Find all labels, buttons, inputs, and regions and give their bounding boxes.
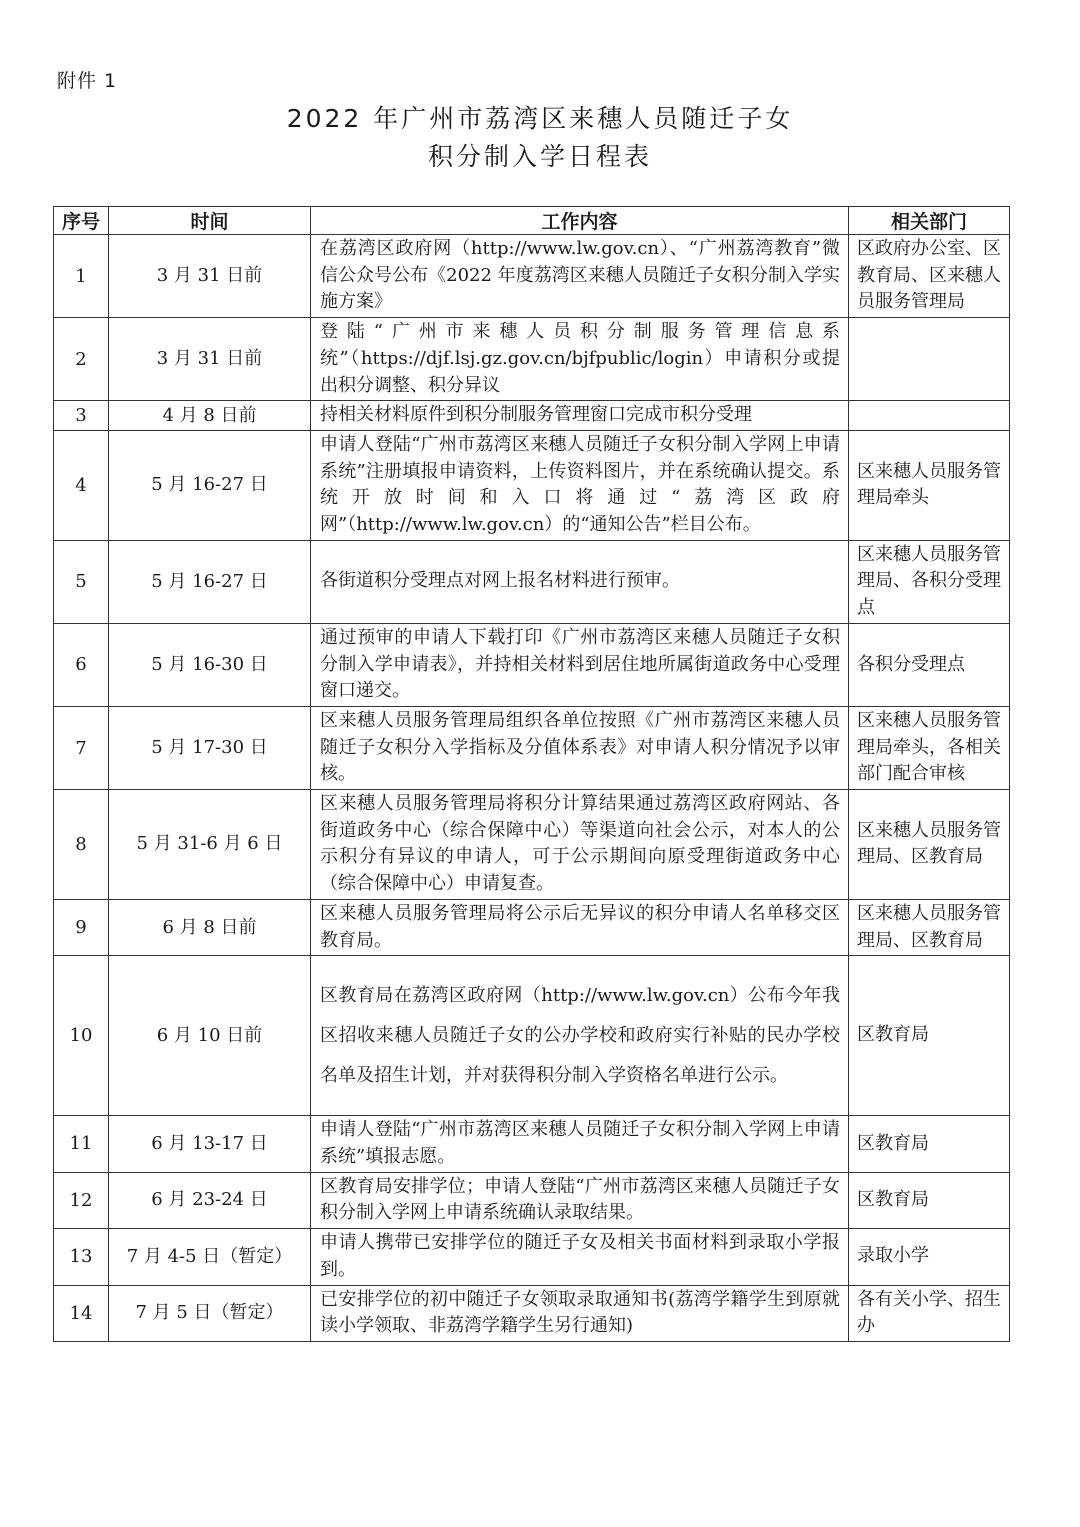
row-content: 区来穗人员服务管理局组织各单位按照《广州市荔湾区来穗人员随迁子女积分入学指标及分值体系表》对申请人积分情况予以审核。: [311, 706, 849, 789]
row-seq: 9: [54, 899, 109, 955]
row-content: 区教育局在荔湾区政府网（http://www.lw.gov.cn）公布今年我区招收来穗人员随迁子女的公办学校和政府实行补贴的民办学校名单及招生计划，并对获得积分制入学资格名单进行公示。: [311, 956, 849, 1116]
row-dept: 各有关小学、招生办: [849, 1285, 1010, 1341]
row-seq: 5: [54, 540, 109, 623]
table-row: [54, 899, 1010, 955]
table-row: [54, 401, 1010, 431]
header-time: 时间: [109, 207, 311, 235]
row-seq: 14: [54, 1285, 109, 1341]
row-time: 5 月 31-6 月 6 日: [109, 790, 311, 900]
row-dept: 录取小学: [849, 1229, 1010, 1285]
row-content: 区来穗人员服务管理局将公示后无异议的积分申请人名单移交区教育局。: [311, 899, 849, 955]
table-row: [54, 706, 1010, 789]
row-content: 登陆“广州市来穗人员积分制服务管理信息系统”（https://djf.lsj.gz.gov.cn/bjfpublic/login）申请积分或提出积分调整、积分异议: [311, 318, 849, 401]
row-content: 持相关材料原件到积分制服务管理窗口完成市积分受理: [311, 401, 849, 431]
header-dept: 相关部门: [849, 207, 1010, 235]
table-row: [54, 1229, 1010, 1285]
header-seq: 序号: [54, 207, 109, 235]
row-time: 7 月 4-5 日（暂定）: [109, 1229, 311, 1285]
row-time: 4 月 8 日前: [109, 401, 311, 431]
row-time: 6 月 23-24 日: [109, 1172, 311, 1228]
row-dept: 区来穗人员服务管理局、区教育局: [849, 790, 1010, 900]
row-content: 区来穗人员服务管理局将积分计算结果通过荔湾区政府网站、各街道政务中心（综合保障中心）等渠道向社会公示，对本人的公示积分有异议的申请人，可于公示期间向原受理街道政务中心（综合保障中心）申请复查。: [311, 790, 849, 900]
row-seq: 11: [54, 1116, 109, 1172]
table-row: [54, 1172, 1010, 1228]
table-row: [54, 956, 1010, 1116]
row-content: 申请人登陆“广州市荔湾区来穗人员随迁子女积分制入学网上申请系统”注册填报申请资料，上传资料图片，并在系统确认提交。系统开放时间和入口将通过“荔湾区政府网”（http://www.lw.gov.cn）的“通知公告”栏目公布。: [311, 430, 849, 540]
row-dept: 区教育局: [849, 956, 1010, 1116]
row-content: 已安排学位的初中随迁子女领取录取通知书(荔湾学籍学生到原就读小学领取、非荔湾学籍学生另行通知): [311, 1285, 849, 1341]
page-title-line2: 积分制入学日程表: [427, 142, 652, 171]
row-dept: 区教育局: [849, 1172, 1010, 1228]
row-time: 3 月 31 日前: [109, 235, 311, 318]
table-row: [54, 540, 1010, 623]
row-seq: 10: [54, 956, 109, 1116]
row-dept: 区政府办公室、区教育局、区来穗人员服务管理局: [849, 235, 1010, 318]
row-dept: 区来穗人员服务管理局牵头: [849, 430, 1010, 540]
row-dept: [849, 401, 1010, 431]
table-row: [54, 318, 1010, 401]
row-seq: 12: [54, 1172, 109, 1228]
row-content: 通过预审的申请人下载打印《广州市荔湾区来穗人员随迁子女积分制入学申请表》，并持相关材料到居住地所属街道政务中心受理窗口递交。: [311, 623, 849, 706]
header-content: 工作内容: [311, 207, 849, 235]
row-time: 3 月 31 日前: [109, 318, 311, 401]
table-row: [54, 623, 1010, 706]
table-row: [54, 1116, 1010, 1172]
row-dept: 区来穗人员服务管理局、各积分受理点: [849, 540, 1010, 623]
row-content: 区教育局安排学位；申请人登陆“广州市荔湾区来穗人员随迁子女积分制入学网上申请系统确认录取结果。: [311, 1172, 849, 1228]
row-time: 5 月 16-30 日: [109, 623, 311, 706]
row-seq: 6: [54, 623, 109, 706]
row-time: 5 月 17-30 日: [109, 706, 311, 789]
row-seq: 13: [54, 1229, 109, 1285]
row-content: 申请人携带已安排学位的随迁子女及相关书面材料到录取小学报到。: [311, 1229, 849, 1285]
row-seq: 8: [54, 790, 109, 900]
attachment-label: 附件 1: [57, 70, 118, 92]
row-content: 申请人登陆“广州市荔湾区来穗人员随迁子女积分制入学网上申请系统”填报志愿。: [311, 1116, 849, 1172]
page-title-line1: 2022 年广州市荔湾区来穗人员随迁子女: [286, 104, 794, 133]
schedule-table: [53, 206, 1010, 1342]
row-time: 7 月 5 日（暂定）: [109, 1285, 311, 1341]
row-time: 6 月 13-17 日: [109, 1116, 311, 1172]
table-row: [54, 235, 1010, 318]
row-seq: 4: [54, 430, 109, 540]
table-row: [54, 430, 1010, 540]
table-header-row: [54, 207, 1010, 235]
row-content: 在荔湾区政府网（http://www.lw.gov.cn）、“广州荔湾教育”微信公众号公布《2022 年度荔湾区来穗人员随迁子女积分制入学实施方案》: [311, 235, 849, 318]
row-dept: 区来穗人员服务管理局牵头，各相关部门配合审核: [849, 706, 1010, 789]
row-dept: 各积分受理点: [849, 623, 1010, 706]
row-time: 6 月 10 日前: [109, 956, 311, 1116]
row-content: 各街道积分受理点对网上报名材料进行预审。: [311, 540, 849, 623]
row-seq: 7: [54, 706, 109, 789]
row-time: 5 月 16-27 日: [109, 430, 311, 540]
table-row: [54, 1285, 1010, 1341]
row-seq: 2: [54, 318, 109, 401]
row-time: 6 月 8 日前: [109, 899, 311, 955]
row-time: 5 月 16-27 日: [109, 540, 311, 623]
row-dept: 区来穗人员服务管理局、区教育局: [849, 899, 1010, 955]
table-row: [54, 790, 1010, 900]
row-seq: 1: [54, 235, 109, 318]
row-seq: 3: [54, 401, 109, 431]
row-dept: [849, 318, 1010, 401]
row-dept: 区教育局: [849, 1116, 1010, 1172]
